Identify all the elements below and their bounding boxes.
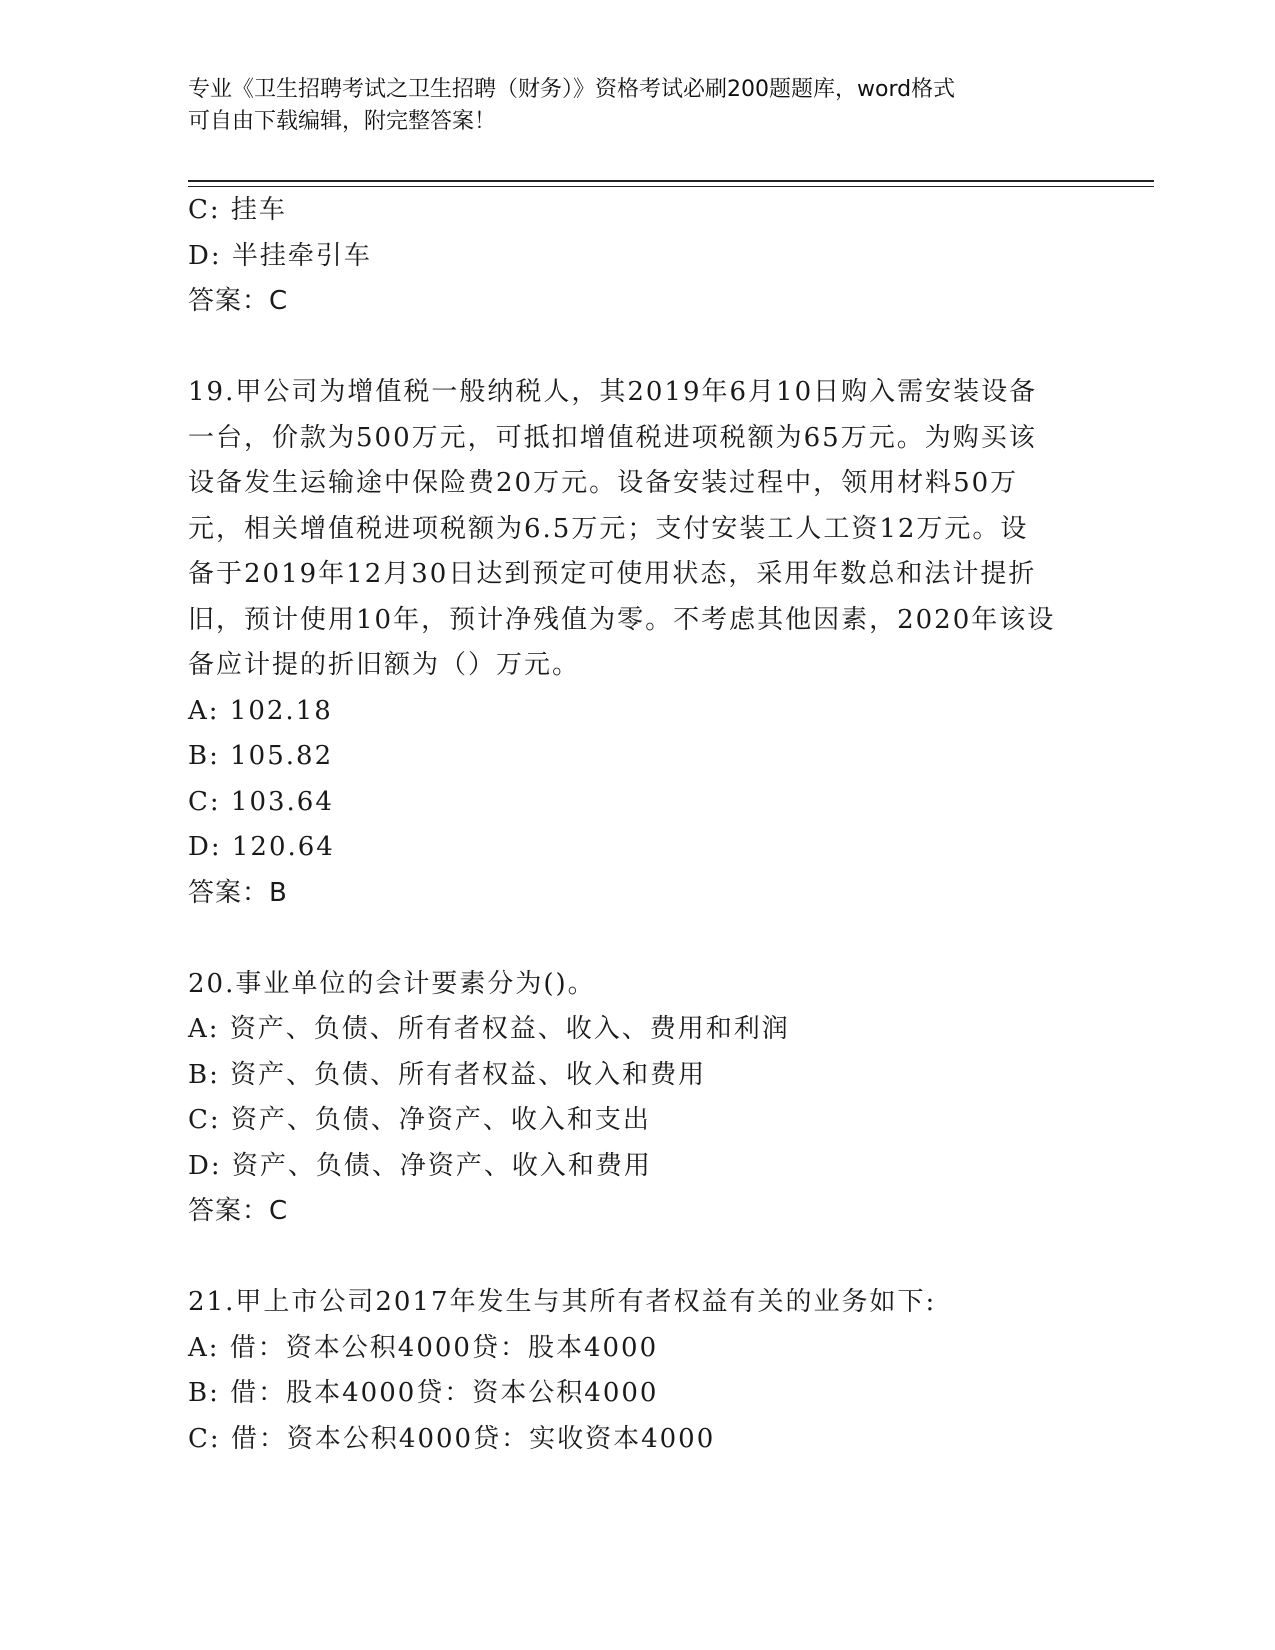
q19-stem-line: 19.甲公司为增值税一般纳税人，其2019年6月10日购入需安装设备	[188, 377, 1038, 407]
q21-option-c: C: 借：资本公积4000贷：实收资本4000	[188, 1423, 716, 1454]
q19-stem-line: 元，相关增值税进项税额为6.5万元；支付安装工人工资12万元。设	[188, 513, 1029, 544]
q19-stem-line: 旧，预计使用10年，预计净残值为零。不考虑其他因素，2020年该设	[188, 604, 1056, 635]
q19-option-d: D: 120.64	[188, 832, 335, 862]
q21-option-a: A: 借：资本公积4000贷：股本4000	[188, 1332, 659, 1363]
question-19	[188, 370, 1088, 916]
prev-answer: 答案：C	[188, 286, 289, 316]
q21-stem: 21.甲上市公司2017年发生与其所有者权益有关的业务如下:	[188, 1287, 937, 1317]
header-title-line-1: 专业《卫生招聘考试之卫生招聘（财务）》资格考试必刷200题题库，word格式	[188, 77, 956, 102]
q19-option-c: C: 103.64	[188, 786, 334, 817]
q19-option-a: A: 102.18	[188, 695, 333, 726]
q19-answer: 答案：B	[188, 877, 288, 908]
question-content	[188, 188, 1088, 1462]
q20-stem: 20.事业单位的会计要素分为()。	[188, 968, 596, 999]
q21-option-b: B: 借：股本4000贷：资本公积4000	[188, 1378, 659, 1408]
q19-stem-line: 备于2019年12月30日达到预定可使用状态，采用年数总和法计提折	[188, 559, 1037, 589]
q20-option-b: B: 资产、负债、所有者权益、收入和费用	[188, 1059, 707, 1090]
q20-option-d: D: 资产、负债、净资产、收入和费用	[188, 1150, 652, 1181]
prev-option-d: D: 半挂牵引车	[188, 240, 372, 271]
header-title-line-2: 可自由下载编辑，附完整答案！	[188, 109, 497, 134]
q20-answer: 答案：C	[188, 1196, 289, 1226]
question-20	[188, 962, 1088, 1235]
q19-stem-line: 备应计提的折旧额为（）万元。	[188, 650, 581, 680]
spacer	[188, 1235, 1088, 1281]
document-header	[188, 74, 1068, 138]
q20-option-a: A: 资产、负债、所有者权益、收入、费用和利润	[188, 1014, 790, 1044]
q19-stem-line: 设备发生运输途中保险费20万元。设备安装过程中，领用材料50万	[188, 468, 1019, 498]
spacer	[188, 325, 1088, 371]
q20-option-c: C: 资产、负债、净资产、收入和支出	[188, 1105, 651, 1135]
prev-option-c: C: 挂车	[188, 195, 287, 225]
question-21	[188, 1280, 1088, 1462]
header-rule-thick	[188, 180, 1154, 182]
header-rule-thin	[188, 186, 1154, 187]
q19-option-b: B: 105.82	[188, 741, 334, 771]
q19-stem-line: 一台，价款为500万元，可抵扣增值税进项税额为65万元。为购买该	[188, 422, 1037, 453]
spacer	[188, 916, 1088, 962]
